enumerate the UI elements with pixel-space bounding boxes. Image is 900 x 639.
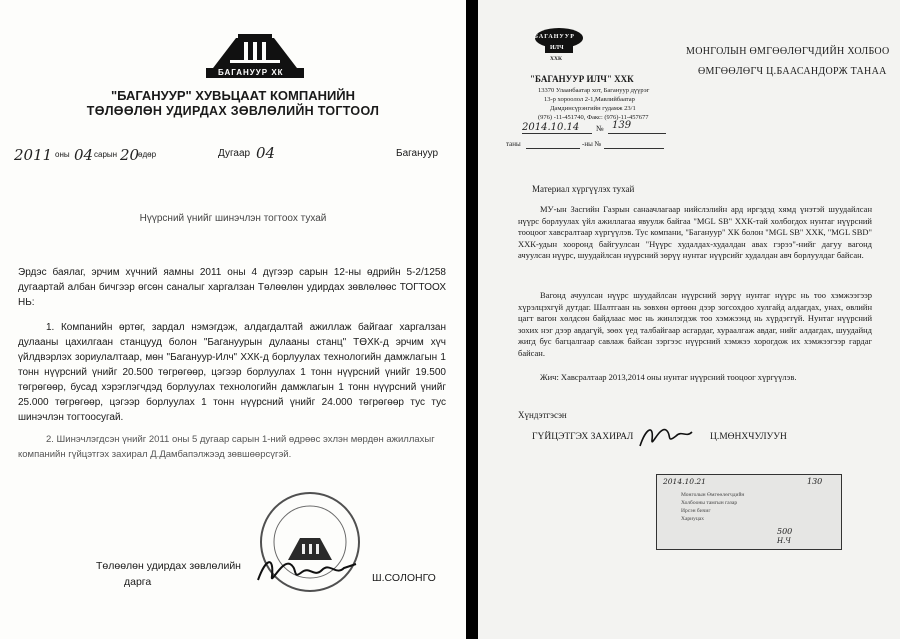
letter-number-label: № <box>596 124 604 133</box>
letter-subject: Материал хүргүүлэх тухай <box>532 184 635 194</box>
date-year-label: оны <box>55 150 70 159</box>
recipient-line-2: ӨМГӨӨЛӨГЧ Ц.БААСАНДОРЖ ТАНАА <box>698 66 887 77</box>
letter-date: 2014.10.14 <box>522 122 580 133</box>
address-line: 13-р хороолол 2-1,Мавлийбаатар <box>544 96 635 103</box>
company-address <box>538 86 649 122</box>
number-underline <box>608 133 666 134</box>
letter-number: 139 <box>612 120 632 131</box>
company-name: "БАГАНУУР ИЛЧ" ХХК <box>530 74 634 84</box>
date-underline <box>522 133 592 134</box>
stamp-line: Ирсэн бичиг <box>681 508 711 514</box>
stamp-number: 130 <box>807 477 823 486</box>
regards: Хүндэтгэсэн <box>518 410 567 420</box>
logo-xxk: ХХК <box>550 56 562 62</box>
logo-subtext: ИЛЧ <box>550 45 564 51</box>
ref-underline-1 <box>526 148 580 149</box>
ref-label-mid: -ны № <box>582 140 602 148</box>
ref-label-left: таны <box>506 140 521 148</box>
address-line: Дамдинсүрэнгийн гудамж 23/1 <box>550 105 636 112</box>
number-value: 04 <box>256 144 276 162</box>
recipient-line-1: МОНГОЛЫН ӨМГӨӨЛӨГЧДИЙН ХОЛБОО <box>686 46 890 57</box>
preamble-paragraph: Эрдэс баялаг, эрчим хүчний яамны 2011 оны 4 дүгээр сарын 12-ны өдрийн 5-2/1258 дугаартай албан бичгээр өгсөн саналыг харгалзан Төлөөлөн удирдах зөвлөлөөс ТОГТООХ НЬ: <box>18 267 446 308</box>
resolution-item-2: 2. Шинэчлэгдсэн үнийг 2011 оны 5 дугаар сарын 1-ний өдрөөс эхлэн мөрдөн ажиллахыг компанийн гүйцэтгэх захирал Д.Дамбапэлжээд зөвшөөрсүгэй. <box>18 434 435 460</box>
stamp-line: Хариуцах <box>681 516 704 522</box>
signer-title-line1: Төлөөлөн удирдах зөвлөлийн <box>96 560 241 572</box>
address-line: (976) -11-451740, Факс: (976)-11-457677 <box>538 114 649 121</box>
director-title: ГҮЙЦЭТГЭХ ЗАХИРАЛ <box>532 432 634 442</box>
logo-text: БАГАНУУР ХК <box>218 68 284 77</box>
stamp-line: Монголын Өмгөөлөгчдийн <box>681 492 745 498</box>
date-day-label: өдөр <box>138 150 157 159</box>
date-month-label: сарын <box>94 150 118 159</box>
letter-note: Жич: Хавсралтаар 2013,2014 оны нунтаг нүүрсний тооцоог хүргүүлэв. <box>540 372 797 382</box>
right-document <box>478 0 900 639</box>
address-line: 13370 Улаанбаатар хот, Багануур дүүрэг <box>538 87 650 94</box>
document-subject: Нүүрсний үнийг шинэчлэн тогтоох тухай <box>139 213 327 224</box>
letter-paragraph-2: Вагонд ачуулсан нүүрс шуудайлсан нүүрсний зөрүү нунтаг нүүрс нь тоо хэмжээгээр хүрэлцэхгүй дутдаг. Шалтгаан нь зөвхөн өртөөн дээр зогсохдоо хулгайд алдагдах, унах, өвлийн цагт вагон хөлдсөн байдлаас мөс нь жинлэгдэж тоо хэмжээнд нь хүрдэггүй. Нунтаг нүүрсний зохих нэг дээр авдагүй, зөөх үед талбайгаар асгардаг, хураалгаж авдаг, нийг алдагдах, шуудайнд жигд бус багцалгаар савлаж байсан зэргээс нүүрсний хэмжээ хорогдож их хэмжээгээр гардаг байсан. <box>518 290 872 358</box>
resolution-title: ТӨЛӨӨЛӨН УДИРДАХ ЗӨВЛӨЛИЙН ТОГТООЛ <box>86 104 380 118</box>
date-day: 20 <box>120 146 140 164</box>
letter-paragraph-1: МУ-ын Засгийн Газрын санаачлагаар нийслэлийн ард иргэдэд хямд үнэтэй шуудайлсан нүүрс борлуулах үйл ажиллагаа явуулж байгаа "MGL SB" ХХК-тай холбогдох нунтаг нүүрсний тооцоог хавсралтаар хүргүүлэв. Тус компани, "Багануур" ХК болон "MGL SB" ХХК, "MGL SBD" ХХК-удын хооронд байгуулсан "Нүүрс худалдах-худалдан авах гэрээ"-нийг дагуу вагонд ачуулсан нүүрс, шуудайлсан нүүрсний зөрүү нунтаг нүүрсийг худалдан авч борлуулдаг байсан. <box>518 204 872 260</box>
received-stamp <box>656 474 842 550</box>
stamp-signature: Н.Ч <box>777 537 791 545</box>
ref-underline-2 <box>604 148 664 149</box>
stamp-line: Холбооны тамгын газар <box>681 500 738 506</box>
resolution-item-1: 1. Компанийн өртөг, зардал нэмэгдэж, алдагдалтай ажиллаж байгааг харгалзан дулааны цахилгаан станцууд болон "Багануурын дулааны станц" ТӨХК-д эрчим хүч үйлдвэрлэх зориулалтаар, мөн "Багануур-Илч" ХХК-д борлуулах технологийн дамжлагын 1 тонн нүүрсний үнийг 20.500 төгрөгөөр, цэгээр борлуулах 1 тонн нүүрсний үнийг 19.500 төгрөгөөр, бусад хэрэглэгчдэд борлуулах технологийн дамжлагын 1 тонн нүүрсний үнийг 25.000 төгрөгөөр, цэгээр борлуулах 1 тонн нүүрсний үнийг 24.000 төгрөгөөр тус тус шинэчлэн тогтоосугай. <box>18 322 446 423</box>
stamp-text <box>681 491 744 523</box>
stamp-pages: 500 <box>777 527 793 536</box>
date-year: 2011 <box>14 146 53 164</box>
signer-title-line2: дарга <box>124 576 152 588</box>
logo-text: БАГАНУУР <box>534 34 575 40</box>
stamp-date: 2014.10.21 <box>663 477 706 486</box>
place-name: Багануур <box>396 148 439 159</box>
number-label: Дугаар <box>218 148 251 159</box>
director-signature-icon <box>636 418 696 454</box>
signer-name: Ш.СОЛОНГО <box>372 572 436 584</box>
date-month: 04 <box>74 146 94 164</box>
director-name: Ц.МӨНХЧУЛУУН <box>710 432 787 442</box>
signature-icon <box>252 550 362 588</box>
company-title: "БАГАНУУР" ХУВЬЦААТ КОМПАНИЙН <box>110 88 356 103</box>
